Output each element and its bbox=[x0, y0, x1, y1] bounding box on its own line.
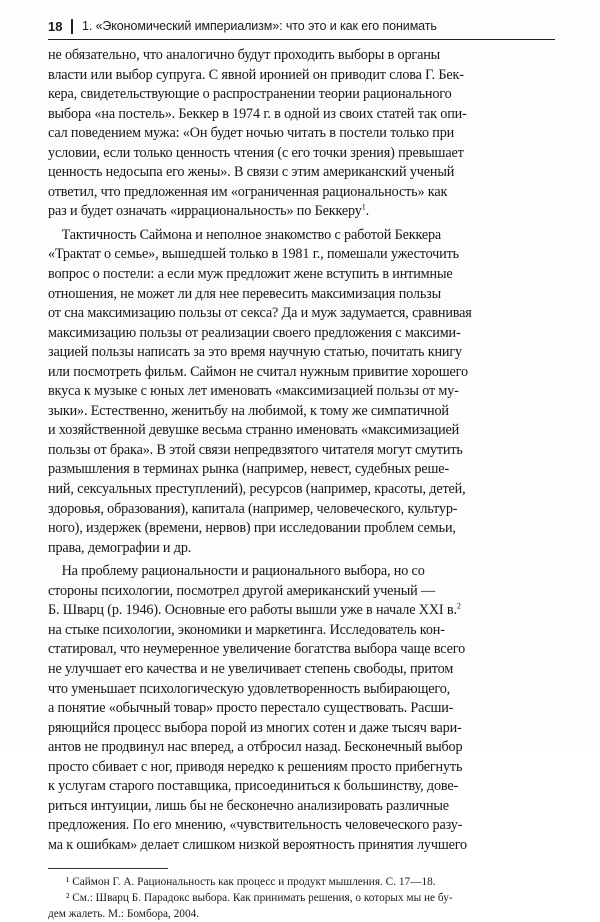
text-line bbox=[48, 202, 555, 222]
header-separator bbox=[71, 19, 73, 34]
text-line: отношения, не может ли для нее перевесить максимизация пользы bbox=[48, 285, 441, 302]
text-line: здоровья, образования), капитала (например, человеческого, культур- bbox=[48, 500, 458, 517]
text-line: «Трактат о семье», вышедшей только в 1981 г., помешали ужесточить bbox=[48, 246, 459, 263]
paragraph-2 bbox=[48, 226, 555, 558]
footnote-2-continued: дем жалеть. М.: Бомбора, 2004. bbox=[48, 908, 200, 921]
text-line: условии, если только ценность чтения (с его точки зрения) превышает bbox=[48, 144, 464, 161]
footnote-1: ¹ Саймон Г. А. Рациональность как процесс и продукт мышления. С. 17—18. bbox=[66, 876, 436, 889]
text-line: антов не продвинул нас вперед, а отбросил назад. Бесконечный выбор bbox=[48, 739, 463, 756]
text-line: На проблему рациональности и рационального выбора, но со bbox=[48, 563, 425, 580]
text-line: ма к ошибкам» делает слишком низкой вероятность принятия лучшего bbox=[48, 836, 467, 853]
text-line: ряющийся процесс выбора порой из многих сотен и даже тысяч вари- bbox=[48, 719, 462, 736]
text-line: власти или выбор супруга. С явной иронией он приводит слова Г. Бек- bbox=[48, 66, 464, 83]
text-line: размышления в терминах рынка (например, невест, судебных реше- bbox=[48, 461, 450, 478]
footnote-2: ² См.: Шварц Б. Парадокс выбора. Как принимать решения, о которых мы не бу- bbox=[66, 892, 453, 905]
text-line: что уменьшает психологическую удовлетворенность выбирающего, bbox=[48, 680, 451, 697]
text-line: ний, сексуальных преступлений), ресурсов (например, красоты, детей, bbox=[48, 481, 466, 498]
text-line: сал поведением мужа: «Он будет ночью читать в постели только при bbox=[48, 125, 455, 142]
text-line: на стыке психологии, экономики и маркетинга. Исследователь кон- bbox=[48, 621, 445, 638]
footnote-divider bbox=[48, 868, 168, 869]
footnote-ref[interactable]: 1 bbox=[361, 202, 366, 212]
text-line: не улучшает его качества и не увеличивает степень свободы, притом bbox=[48, 660, 454, 677]
text-line: пользы от брака». В этой связи непредвзятого читателя могут смутить bbox=[48, 441, 463, 458]
running-header bbox=[48, 18, 555, 40]
paragraph-3 bbox=[48, 562, 555, 855]
text-line: ценность недосыпа его жены». В связи с этим американский ученый bbox=[48, 164, 455, 181]
text-line: зыки». Естественно, женитьбу на любимой, к тому же симпатичной bbox=[48, 402, 449, 419]
chapter-title: 1. «Экономический империализм»: что это и как его понимать bbox=[81, 19, 437, 33]
text-line: к услугам старого поставщика, присоединиться к большинству, дове- bbox=[48, 778, 459, 795]
text-line: кера, свидетельствующие о распространении теории рационального bbox=[48, 86, 452, 103]
text-line: ответил, что предложенная им «ограниченная рациональность» как bbox=[48, 183, 448, 200]
text-line: Тактичность Саймона и неполное знакомство с работой Беккера bbox=[48, 226, 442, 243]
text-line: предложения. По его мнению, «чувствительность человеческого разу- bbox=[48, 817, 463, 834]
text-line: риться интуиции, лишь бы не бесконечно анализировать различные bbox=[48, 797, 449, 814]
text-line-tail: . bbox=[365, 203, 369, 220]
text-line-content: Б. Шварц (р. 1946). Основные его работы вышли уже в начале XXI в. bbox=[48, 602, 457, 619]
text-line-content: раз и будет означать «иррациональность» по Беккеру bbox=[48, 203, 362, 220]
text-line: а понятие «обычный товар» просто перестало существовать. Расши- bbox=[48, 700, 454, 717]
text-line: стороны психологии, посмотрел другой американский ученый — bbox=[48, 582, 436, 599]
text-line: максимизацию пользы от реализации своего предложения с максими- bbox=[48, 324, 461, 341]
text-line bbox=[48, 601, 555, 621]
text-line: от сна максимизацию пользы от секса? Да и муж задумается, сравнивая bbox=[48, 305, 472, 322]
text-line: ного), издержек (времени, нервов) при исследовании проблем семьи, bbox=[48, 520, 456, 537]
footnote-ref[interactable]: 2 bbox=[456, 601, 461, 611]
footnotes bbox=[48, 874, 555, 922]
text-line: вкуса к музыке с юных лет именовать «максимизацией пользы от му- bbox=[48, 383, 459, 400]
text-line: вопрос о постели: а если муж предложит жене вступить в интимные bbox=[48, 266, 453, 283]
text-line: права, демографии и др. bbox=[48, 539, 192, 556]
text-line: статировал, что неумеренное увеличение богатства выбора чаще всего bbox=[48, 641, 466, 658]
page-number: 18 bbox=[48, 18, 63, 34]
text-line: просто сбивает с ног, приводя нередко к решениям просто прибегнуть bbox=[48, 758, 463, 775]
text-line: не обязательно, что аналогично будут проходить выборы в органы bbox=[48, 47, 441, 63]
text-line: и хозяйственной девушке весьма странно именовать «максимизацией bbox=[48, 422, 460, 439]
body-text bbox=[48, 46, 555, 855]
text-line: зацией пользы написать за это время научную статью, почитать книгу bbox=[48, 344, 462, 361]
text-line: или посмотреть фильм. Саймон не считал нужным привитие хорошего bbox=[48, 363, 468, 380]
paragraph-1 bbox=[48, 46, 555, 222]
text-line: выбора «на постель». Беккер в 1974 г. в одной из своих статей так опи- bbox=[48, 105, 467, 122]
